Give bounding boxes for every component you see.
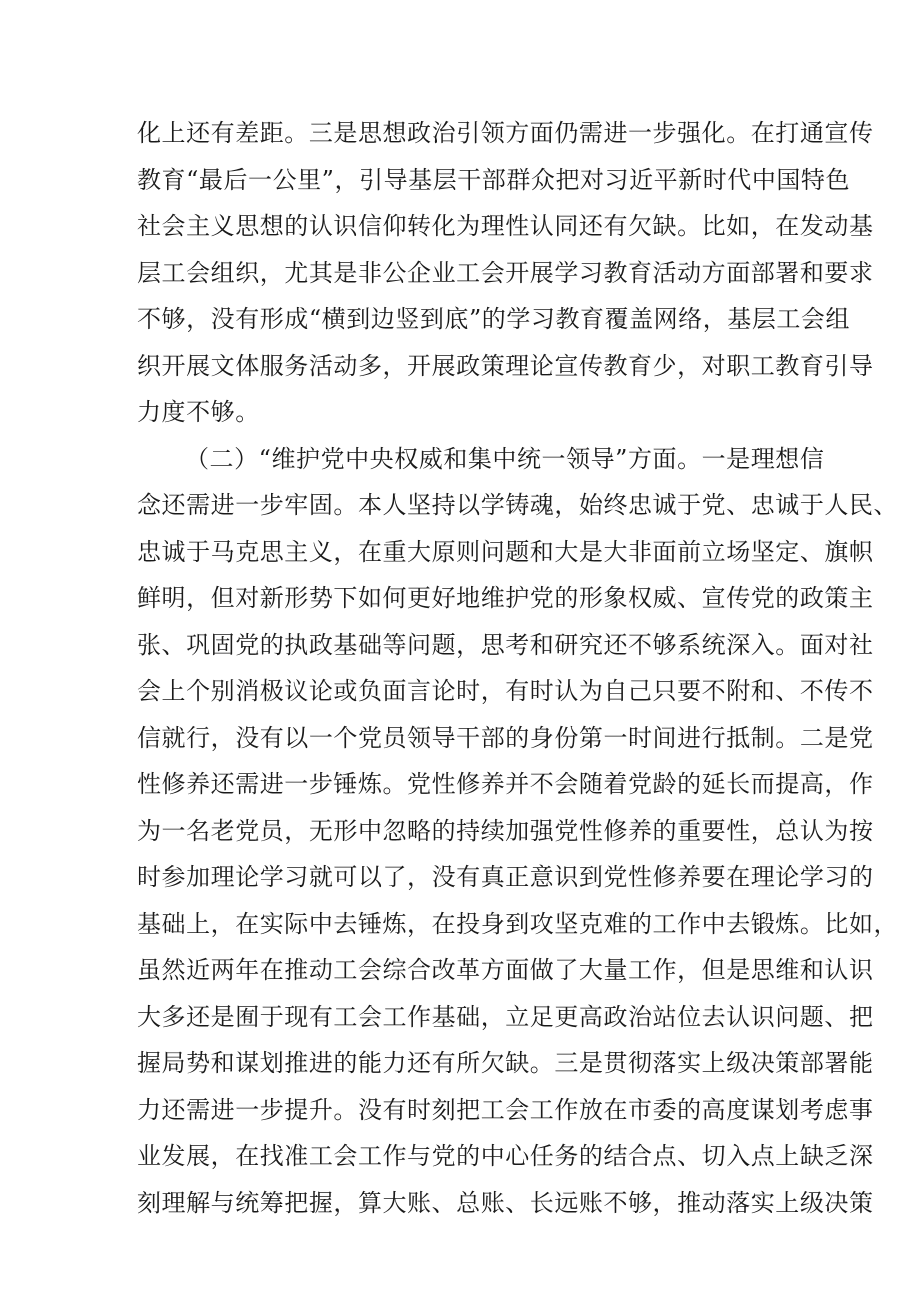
section-heading-line: （二）“维护党中央权威和集中统一领导”方面。一是理想信 [185, 445, 825, 473]
text-line: 不够，没有形成“横到边竖到底”的学习教育覆盖网络，基层工会组 [137, 305, 851, 333]
text-line: 化上还有差距。三是思想政治引领方面仍需进一步强化。在打通宣传 [137, 119, 874, 147]
text-line: 力度不够。 [137, 398, 260, 426]
text-line: 织开展文体服务活动多，开展政策理论宣传教育少，对职工教育引导 [137, 352, 874, 380]
text-line: 握局势和谋划推进的能力还有所欠缺。三是贯彻落实上级决策部署能 [137, 1049, 874, 1077]
text-line: 教育“最后一公里”，引导基层干部群众把对习近平新时代中国特色 [137, 166, 851, 194]
text-line: 性修养还需进一步锤炼。党性修养并不会随着党龄的延长而提高，作 [137, 770, 874, 798]
text-line: 基础上，在实际中去锤炼，在投身到攻坚克难的工作中去锻炼。比如， [137, 910, 899, 938]
text-line: 层工会组织，尤其是非公企业工会开展学习教育活动方面部署和要求 [137, 259, 874, 287]
text-line: 会上个别消极议论或负面言论时，有时认为自己只要不附和、不传不 [137, 677, 874, 705]
text-line: 力还需进一步提升。没有时刻把工会工作放在市委的高度谋划考虑事 [137, 1096, 874, 1124]
text-line: 为一名老党员，无形中忽略的持续加强党性修养的重要性，总认为按 [137, 817, 874, 845]
text-line: 社会主义思想的认识信仰转化为理性认同还有欠缺。比如，在发动基 [137, 212, 874, 240]
text-line: 大多还是囿于现有工会工作基础，立足更高政治站位去认识问题、把 [137, 1003, 874, 1031]
text-line: 信就行，没有以一个党员领导干部的身份第一时间进行抵制。二是党 [137, 724, 874, 752]
text-line: 鲜明，但对新形势下如何更好地维护党的形象权威、宣传党的政策主 [137, 584, 874, 612]
text-line: 时参加理论学习就可以了，没有真正意识到党性修养要在理论学习的 [137, 863, 874, 891]
text-line: 张、巩固党的执政基础等问题，思考和研究还不够系统深入。面对社 [137, 631, 874, 659]
text-line: 刻理解与统筹把握，算大账、总账、长远账不够，推动落实上级决策 [137, 1189, 874, 1217]
text-line: 忠诚于马克思主义，在重大原则问题和大是大非面前立场坚定、旗帜 [137, 538, 874, 566]
text-line: 虽然近两年在推动工会综合改革方面做了大量工作，但是思维和认识 [137, 956, 874, 984]
text-line: 业发展，在找准工会工作与党的中心任务的结合点、切入点上缺乏深 [137, 1142, 874, 1170]
text-line: 念还需进一步牢固。本人坚持以学铸魂，始终忠诚于党、忠诚于人民、 [137, 491, 899, 519]
